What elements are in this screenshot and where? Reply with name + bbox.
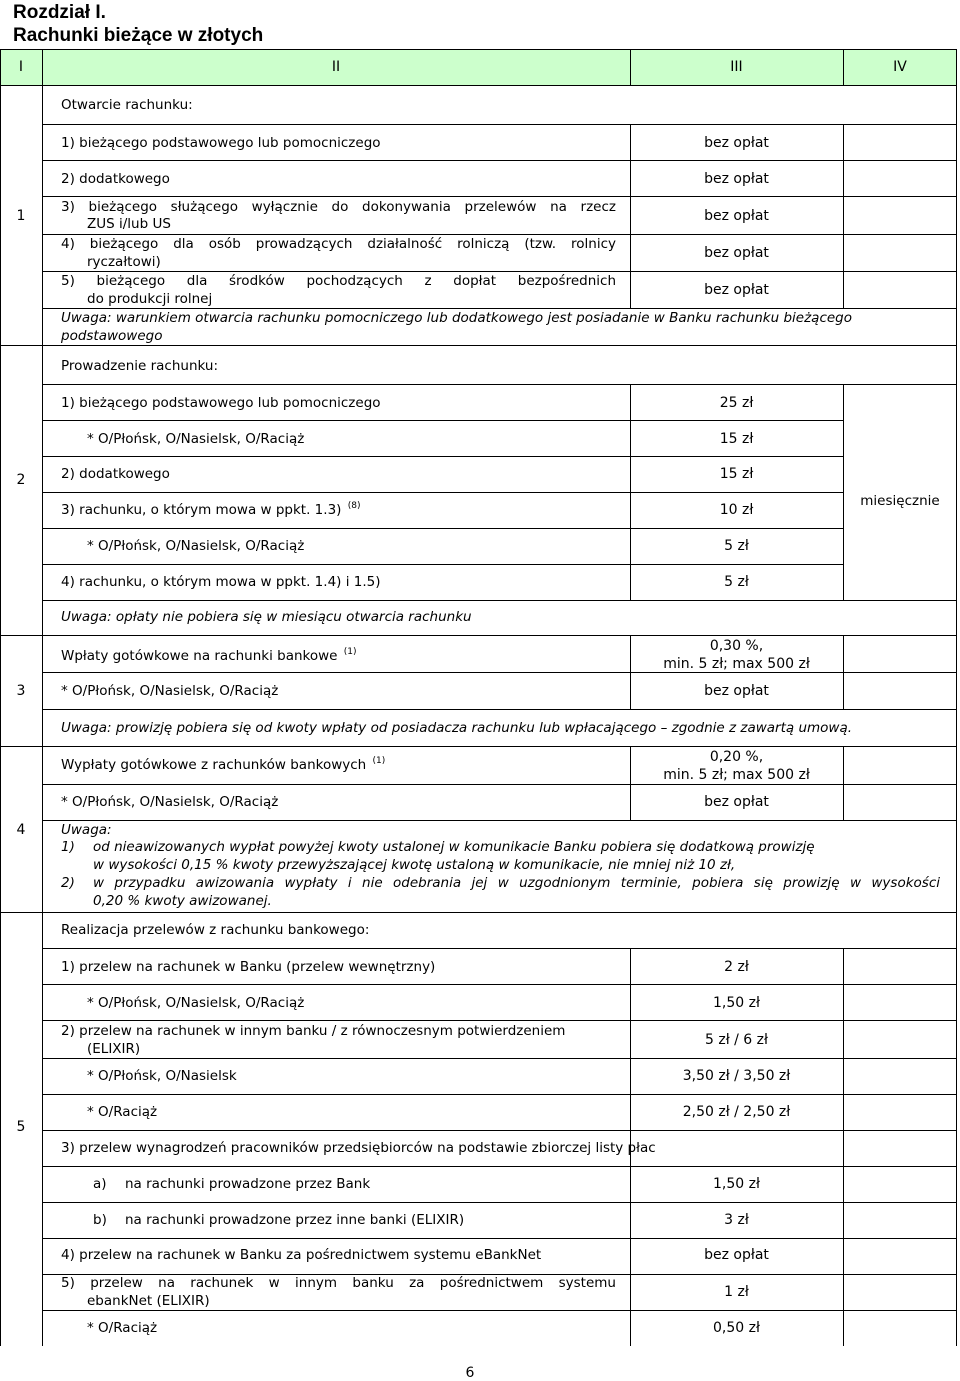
- s4-note-1-number: 1): [61, 839, 75, 855]
- s5-row-2-branches-1: * O/Płońsk, O/Nasielsk: [87, 1068, 237, 1084]
- s4-note-1-line-1: od nieawizowanych wypłat powyżej kwoty ustalonej w komunikacie Banku pobiera się dodatkową prowizję: [93, 839, 815, 855]
- s5-row-5-fee: 1 zł: [724, 1284, 749, 1300]
- s5-row-1-branches-fee: 1,50 zł: [713, 995, 760, 1011]
- s3-row-2-fee: bez opłat: [704, 683, 769, 699]
- column-header-4: IV: [893, 59, 907, 75]
- column-header-1: I: [18, 59, 24, 75]
- s2-row-1-fee: 25 zł: [719, 395, 754, 411]
- chapter-subtitle: Rachunki bieżące w złotych: [13, 25, 264, 46]
- s5-row-3a-fee: 1,50 zł: [713, 1176, 760, 1192]
- s1-row-5-fee: bez opłat: [704, 282, 769, 298]
- s2-title: Prowadzenie rachunku:: [61, 358, 219, 374]
- s1-row-2-fee: bez opłat: [704, 171, 769, 187]
- s4-row-2-fee: bez opłat: [704, 794, 769, 810]
- s2-row-1: 1) bieżącego podstawowego lub pomocniczego: [61, 395, 381, 411]
- s1-note-line-1: Uwaga: warunkiem otwarcia rachunku pomocniczego lub dodatkowego jest posiadanie w Banku rachunku bieżącego: [61, 310, 852, 326]
- s2-row-3-branches: * O/Płońsk, O/Nasielsk, O/Raciąż: [87, 538, 305, 554]
- section-number-3: 3: [16, 683, 26, 699]
- section-number-4: 4: [16, 822, 26, 838]
- s5-row-3b: na rachunki prowadzone przez inne banki (ELIXIR): [125, 1212, 465, 1228]
- s1-row-1: 1) bieżącego podstawowego lub pomocniczego: [61, 135, 381, 151]
- s3-note: Uwaga: prowizję pobiera się od kwoty wpłaty od posiadacza rachunku lub wpłacającego – zgodnie z zawartą umową.: [61, 720, 853, 736]
- s1-title: Otwarcie rachunku:: [61, 97, 193, 113]
- s5-row-2-branches-1-fee: 3,50 zł / 3,50 zł: [682, 1068, 791, 1084]
- s2-note: Uwaga: opłaty nie pobiera się w miesiącu otwarcia rachunku: [61, 609, 472, 625]
- s4-row-1: [61, 756, 385, 774]
- s3-row-1-text: Wpłaty gotówkowe na rachunki bankowe: [61, 648, 338, 664]
- s5-title: Realizacja przelewów z rachunku bankowego:: [61, 922, 370, 938]
- s4-note-2-line-2: 0,20 % kwoty awizowanej.: [93, 893, 272, 909]
- s4-note-title: Uwaga:: [61, 822, 112, 838]
- s4-row-2: * O/Płońsk, O/Nasielsk, O/Raciąż: [61, 794, 279, 810]
- section-number-2: 2: [16, 472, 26, 488]
- s1-row-5-line-1: 5) bieżącego dla środków pochodzących z dopłat bezpośrednich: [61, 273, 616, 289]
- s2-row-4-fee: 5 zł: [724, 574, 749, 590]
- s5-row-2-fee: 5 zł / 6 zł: [705, 1032, 768, 1048]
- s5-row-3b-fee: 3 zł: [724, 1212, 749, 1228]
- s4-row-1-fee-limits: min. 5 zł; max 500 zł: [663, 767, 810, 783]
- s5-row-1-fee: 2 zł: [724, 959, 749, 975]
- s4-note-1-line-2: w wysokości 0,15 % kwoty przewyższającej kwotę ustaloną w komunikacie, nie mniej niż 10 zł,: [93, 857, 736, 873]
- s1-row-3-line-1: 3) bieżącego służącego wyłącznie do dokonywania przelewów na rzecz: [61, 199, 616, 215]
- s4-note-2-line-1: w przypadku awizowania wypłaty i nie odebrania jej w uzgodnionym terminie, pobiera się prowizję w wysokości: [93, 875, 940, 891]
- s2-row-2-fee: 15 zł: [719, 466, 754, 482]
- s4-note-2-number: 2): [61, 875, 75, 891]
- s5-row-5-line-1: 5) przelew na rachunek w innym banku za pośrednictwem systemu: [61, 1275, 616, 1291]
- s4-row-1-fee-rate: 0,20 %,: [709, 749, 764, 765]
- s2-row-3-text: 3) rachunku, o którym mowa w ppkt. 1.3): [61, 502, 342, 518]
- s5-row-1-branches: * O/Płońsk, O/Nasielsk, O/Raciąż: [87, 995, 305, 1011]
- s1-note-line-2: podstawowego: [61, 328, 163, 344]
- s5-row-2-branches-2: * O/Raciąż: [87, 1104, 158, 1120]
- s4-row-1-footnote: (1): [372, 756, 386, 766]
- s3-row-2: * O/Płońsk, O/Nasielsk, O/Raciąż: [61, 683, 279, 699]
- s2-row-4: 4) rachunku, o którym mowa w ppkt. 1.4) i 1.5): [61, 574, 381, 590]
- s2-row-3-fee: 10 zł: [719, 502, 754, 518]
- s1-row-3-line-2: ZUS i/lub US: [87, 216, 171, 232]
- page-number: 6: [465, 1365, 475, 1381]
- s2-frequency: miesięcznie: [860, 493, 940, 509]
- s1-row-2: 2) dodatkowego: [61, 171, 170, 187]
- s5-row-4: 4) przelew na rachunek w Banku za pośrednictwem systemu eBankNet: [61, 1247, 542, 1263]
- s5-row-2-line-1: 2) przelew na rachunek w innym banku / z równoczesnym potwierdzeniem: [61, 1023, 566, 1039]
- column-header-2: II: [331, 59, 341, 75]
- chapter-title: Rozdział I.: [13, 2, 106, 23]
- s5-row-1: 1) przelew na rachunek w Banku (przelew wewnętrzny): [61, 959, 436, 975]
- s3-row-1-footnote: (1): [343, 647, 357, 657]
- s2-row-3-footnote: (8): [347, 501, 361, 511]
- s2-row-3-branches-fee: 5 zł: [724, 538, 749, 554]
- section-number-5: 5: [16, 1119, 26, 1135]
- s3-row-1: [61, 647, 357, 665]
- s2-row-1-branches-fee: 15 zł: [719, 431, 754, 447]
- s5-row-3b-label: b): [93, 1212, 107, 1228]
- s5-row-5-branches-fee: 0,50 zł: [713, 1320, 760, 1336]
- s4-row-1-text: Wypłaty gotówkowe z rachunków bankowych: [61, 757, 367, 773]
- s1-row-4-line-2: ryczałtowi): [87, 254, 161, 270]
- s1-row-4-line-1: 4) bieżącego dla osób prowadzących działalność rolniczą (tzw. rolnicy: [61, 236, 616, 252]
- s5-row-2-branches-2-fee: 2,50 zł / 2,50 zł: [682, 1104, 791, 1120]
- s3-row-1-fee-rate: 0,30 %,: [709, 638, 764, 654]
- s5-row-3a-label: a): [93, 1176, 107, 1192]
- s2-row-3: [61, 501, 360, 519]
- s5-row-3: 3) przelew wynagrodzeń pracowników przedsiębiorców na podstawie zbiorczej listy płac: [61, 1140, 656, 1156]
- s1-row-3-fee: bez opłat: [704, 208, 769, 224]
- column-header-3: III: [730, 59, 743, 75]
- s5-row-4-fee: bez opłat: [704, 1247, 769, 1263]
- s5-row-5-branches: * O/Raciąż: [87, 1320, 158, 1336]
- s3-row-1-fee-limits: min. 5 zł; max 500 zł: [663, 656, 810, 672]
- s1-row-5-line-2: do produkcji rolnej: [87, 291, 213, 307]
- s5-row-3a: na rachunki prowadzone przez Bank: [125, 1176, 371, 1192]
- s1-row-1-fee: bez opłat: [704, 135, 769, 151]
- s2-row-1-branches: * O/Płońsk, O/Nasielsk, O/Raciąż: [87, 431, 305, 447]
- s2-row-2: 2) dodatkowego: [61, 466, 170, 482]
- s5-row-2-line-2: (ELIXIR): [87, 1041, 141, 1057]
- s1-row-4-fee: bez opłat: [704, 245, 769, 261]
- s5-row-5-line-2: ebankNet (ELIXIR): [87, 1293, 210, 1309]
- section-number-1: 1: [16, 208, 26, 224]
